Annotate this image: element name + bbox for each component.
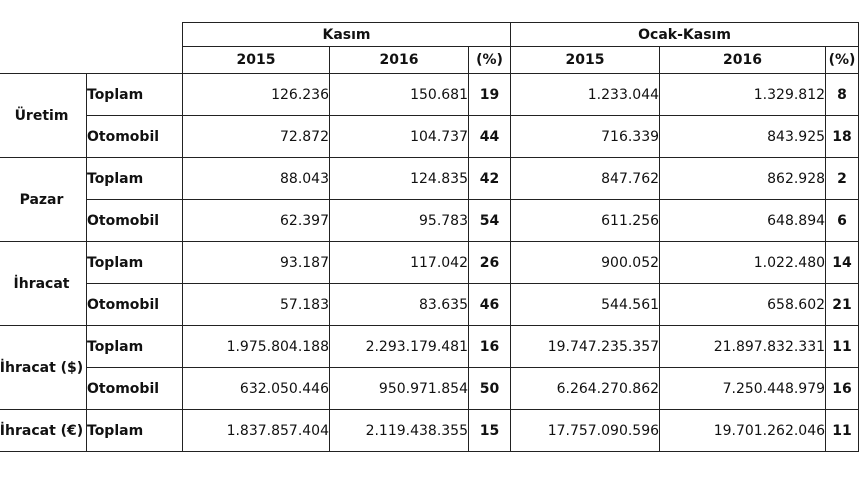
table-cell: 900.052: [511, 242, 660, 284]
table-row: [0, 410, 859, 452]
table-cell: 1.837.857.404: [183, 410, 330, 452]
row-label: Toplam: [87, 242, 183, 284]
percent-cell: 54: [469, 200, 511, 242]
category-label: İhracat (€): [0, 410, 87, 452]
table-cell: 19.747.235.357: [511, 326, 660, 368]
percent-cell: 16: [469, 326, 511, 368]
table-row: [0, 368, 859, 410]
automotive-stats-table: [0, 22, 859, 452]
category-label: İhracat: [0, 242, 87, 326]
column-header: (%): [826, 47, 859, 74]
table-row: [0, 326, 859, 368]
table-cell: 117.042: [330, 242, 469, 284]
column-header: 2015: [183, 47, 330, 74]
corner-cell: [0, 23, 183, 74]
table-cell: 21.897.832.331: [660, 326, 826, 368]
table-cell: 1.233.044: [511, 74, 660, 116]
table-cell: 17.757.090.596: [511, 410, 660, 452]
category-label: İhracat ($): [0, 326, 87, 410]
percent-cell: 50: [469, 368, 511, 410]
percent-cell: 6: [826, 200, 859, 242]
table-row: [0, 284, 859, 326]
table-cell: 95.783: [330, 200, 469, 242]
percent-cell: 18: [826, 116, 859, 158]
group-header-ocak-kasim: Ocak-Kasım: [511, 23, 859, 47]
table-cell: 57.183: [183, 284, 330, 326]
row-label: Otomobil: [87, 116, 183, 158]
category-label: Pazar: [0, 158, 87, 242]
group-header-row: [0, 23, 859, 47]
percent-cell: 15: [469, 410, 511, 452]
table-cell: 93.187: [183, 242, 330, 284]
percent-cell: 11: [826, 410, 859, 452]
row-label: Toplam: [87, 158, 183, 200]
percent-cell: 46: [469, 284, 511, 326]
percent-cell: 2: [826, 158, 859, 200]
column-header: (%): [469, 47, 511, 74]
percent-cell: 16: [826, 368, 859, 410]
table-cell: 1.329.812: [660, 74, 826, 116]
table-row: [0, 116, 859, 158]
table-cell: 648.894: [660, 200, 826, 242]
table-row: [0, 158, 859, 200]
table-cell: 716.339: [511, 116, 660, 158]
group-header-kasim: Kasım: [183, 23, 511, 47]
percent-cell: 14: [826, 242, 859, 284]
percent-cell: 26: [469, 242, 511, 284]
row-label: Toplam: [87, 74, 183, 116]
row-label: Toplam: [87, 326, 183, 368]
table-cell: 843.925: [660, 116, 826, 158]
table-cell: 72.872: [183, 116, 330, 158]
row-label: Otomobil: [87, 284, 183, 326]
row-label: Toplam: [87, 410, 183, 452]
table-cell: 611.256: [511, 200, 660, 242]
table-cell: 126.236: [183, 74, 330, 116]
column-header: 2016: [330, 47, 469, 74]
table-cell: 658.602: [660, 284, 826, 326]
table-row: [0, 74, 859, 116]
table-cell: 62.397: [183, 200, 330, 242]
table-cell: 104.737: [330, 116, 469, 158]
percent-cell: 42: [469, 158, 511, 200]
row-label: Otomobil: [87, 200, 183, 242]
percent-cell: 19: [469, 74, 511, 116]
table-cell: 124.835: [330, 158, 469, 200]
table-cell: 847.762: [511, 158, 660, 200]
column-header: 2015: [511, 47, 660, 74]
table-cell: 7.250.448.979: [660, 368, 826, 410]
table-cell: 2.119.438.355: [330, 410, 469, 452]
table-cell: 19.701.262.046: [660, 410, 826, 452]
table-cell: 83.635: [330, 284, 469, 326]
row-label: Otomobil: [87, 368, 183, 410]
table-cell: 632.050.446: [183, 368, 330, 410]
table-cell: 88.043: [183, 158, 330, 200]
table-cell: 150.681: [330, 74, 469, 116]
table-row: [0, 200, 859, 242]
table-cell: 544.561: [511, 284, 660, 326]
table-cell: 6.264.270.862: [511, 368, 660, 410]
table-row: [0, 242, 859, 284]
percent-cell: 21: [826, 284, 859, 326]
category-label: Üretim: [0, 74, 87, 158]
table-cell: 862.928: [660, 158, 826, 200]
percent-cell: 11: [826, 326, 859, 368]
percent-cell: 8: [826, 74, 859, 116]
table-cell: 1.975.804.188: [183, 326, 330, 368]
table-cell: 950.971.854: [330, 368, 469, 410]
percent-cell: 44: [469, 116, 511, 158]
table-cell: 2.293.179.481: [330, 326, 469, 368]
table-cell: 1.022.480: [660, 242, 826, 284]
column-header: 2016: [660, 47, 826, 74]
